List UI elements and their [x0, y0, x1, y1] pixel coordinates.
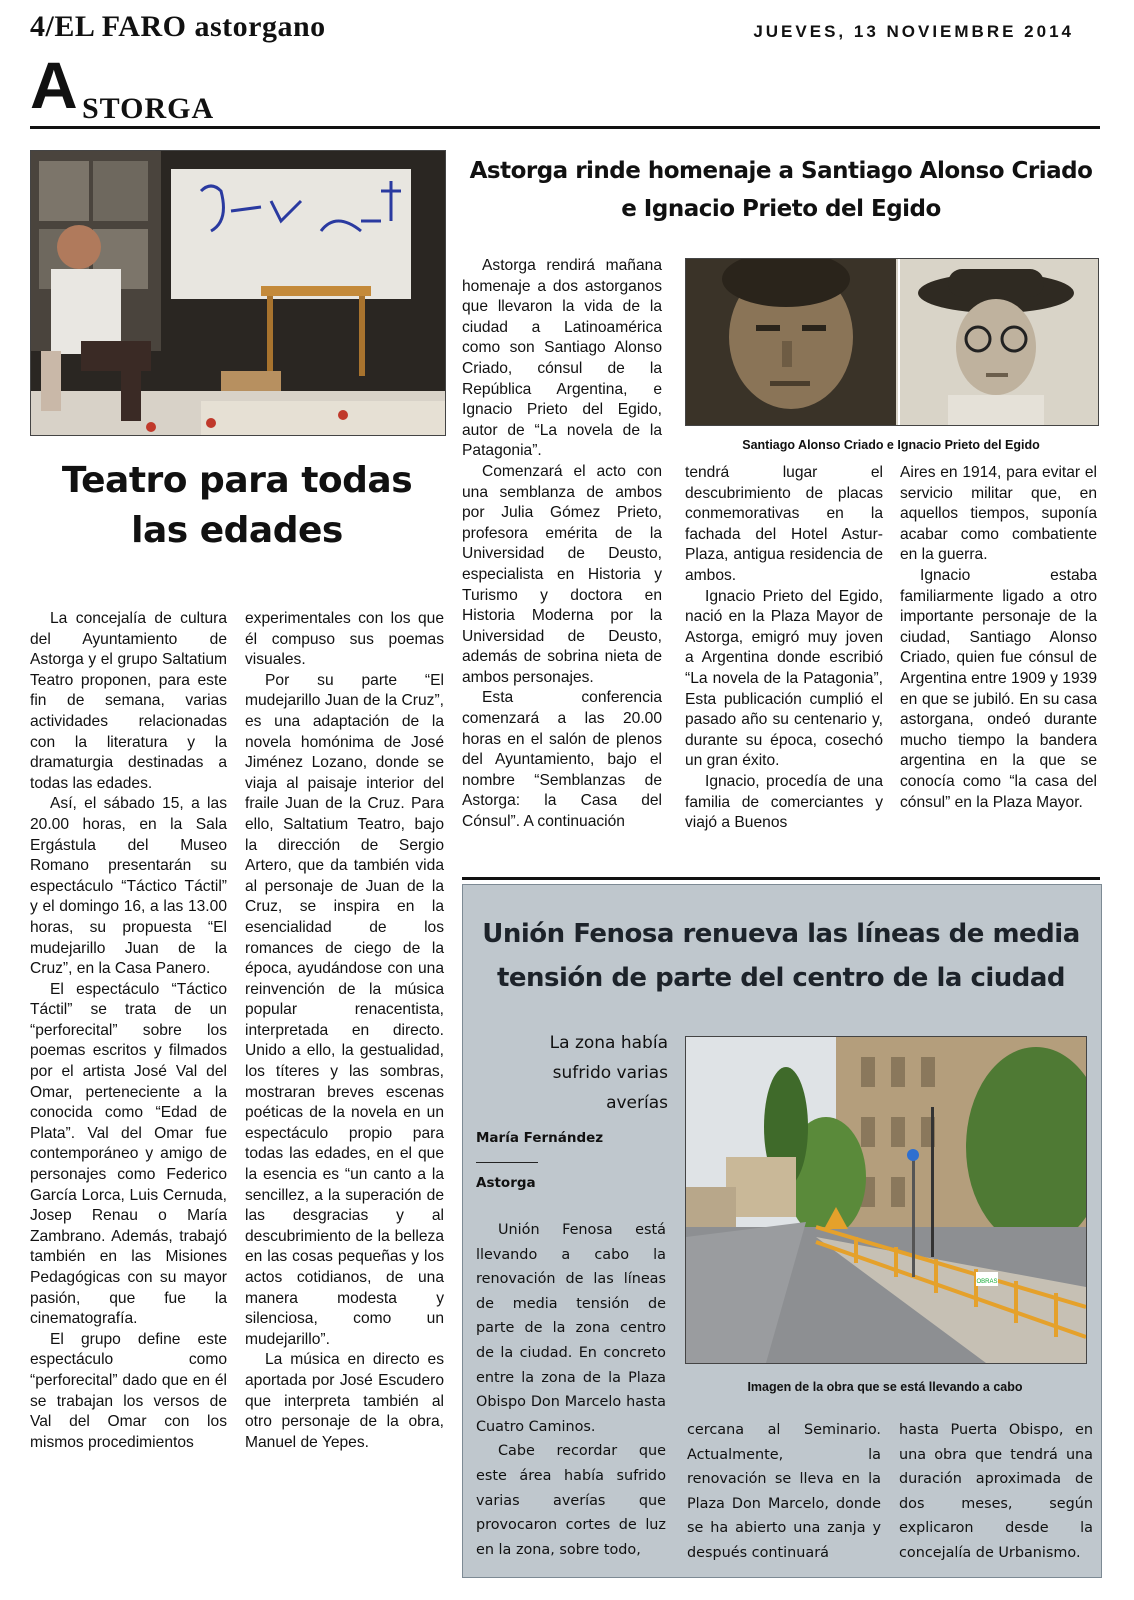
- teatro-column-2: [245, 609, 444, 1453]
- paragraph: cercana al Seminario. Actualmente, la renovación se lleva en la Plaza Don Marcelo, donde se ha abierto una zanja y después continuará: [687, 1422, 881, 1561]
- section-name: STORGA: [82, 92, 215, 125]
- paragraph: Cabe recordar que este área había sufrido varias averías que provocaron cortes de luz en la zona, sobre todo,: [476, 1443, 666, 1558]
- fenosa-subtitle-line2: sufrido varias: [552, 1063, 668, 1083]
- teatro-headline-line1: Teatro para todas: [61, 460, 413, 501]
- teatro-column-1: [30, 609, 227, 1453]
- teatro-headline-line2: las edades: [131, 510, 343, 551]
- paragraph: hasta Puerta Obispo, en una obra que tendrá una duración aproximada de dos meses, según explicaron desde la concejalía de Urbanismo.: [899, 1422, 1093, 1561]
- paragraph: Astorga rendirá mañana homenaje a dos astorganos que llevaron la vida de la ciudad a Latinoamérica como son Santiago Alonso Criado, cónsul de la República Argentina, e Ignacio Prieto del Egido, autor de “La novela de la Patagonia”.: [462, 257, 662, 460]
- paragraph: Ignacio Prieto del Egido, nació en la Plaza Mayor de Astorga, emigró muy joven a Argentina donde escribió “La novela de la Patagonia”, Esta publicación cumplió el pasado año su centenario y, durante su época, cosechó un gran éxito.: [685, 587, 883, 770]
- paragraph: El espectáculo “Táctico Táctil” se trata de un “perforecital” sobre los poemas escritos y filmados por el artista José Val del Omar, perteneciente a la conocida como “Edad de Plata”. Val del Omar fue contemporáneo y amigo de personajes como Federico García Lorca, Luis Cernuda, Josep Renau o María Zambrano. Además, trabajó también en las Misiones Pedagógicas con su mayor pasión, que fue la cinematografía.: [30, 980, 227, 1328]
- paragraph: tendrá lugar el descubrimiento de placas conmemorativas en la fachada del Hotel Astur-Plaza, antigua residencia de ambos.: [685, 464, 883, 584]
- portraits-photo: [685, 258, 1099, 426]
- paragraph: Por su parte “El mudejarillo Juan de la Cruz”, es una adaptación de la novela homónima de José Jiménez Lozano, donde se viaja al paisaje interior del fraile Juan de la Cruz. Para ello, Saltatium Teatro, bajo la dirección de Sergio Artero, que da también vida al personaje de Juan de la Cruz, se inspira en la esencialidad de los romances de ciego de la época, ayudándose con una reinvención de la música popular renacentista, interpretada en directo. Unido a ello, la gestualidad, los títeres y las sombras, mostraran breves escenas poéticas de la novela en un espectáculo propio para todas las edades, en el que la esencia es “un canto a la sencillez, a la superación de las desgracias y al descubrimiento de la belleza en las cosas pequeñas y los actos cotidianos, de una manera modesta y silenciosa, como un mudejarillo”.: [245, 671, 444, 1348]
- barrier-sign-text: OBRAS: [976, 1279, 998, 1285]
- homenaje-column-1: [462, 256, 662, 833]
- issue-date: JUEVES, 13 NOVIEMBRE 2014: [753, 22, 1074, 41]
- fenosa-subtitle-line1: La zona había: [549, 1033, 668, 1053]
- theater-photo: [30, 150, 446, 436]
- byline-author: María Fernández: [476, 1130, 604, 1146]
- fenosa-column-1: [476, 1218, 666, 1562]
- homenaje-column-2: [685, 463, 883, 834]
- paragraph: Unión Fenosa está llevando a cabo la renovación de las líneas de media tensión de parte de la zona centro de la ciudad. En concreto entre la zona de la Plaza Obispo Don Marcelo hasta Cuatro Caminos.: [476, 1222, 666, 1435]
- section-initial: A: [30, 48, 78, 122]
- theater-photo-image: [31, 151, 445, 435]
- paper-name: EL FARO astorgano: [54, 10, 326, 43]
- paragraph: La música en directo es aportada por José Escudero que interpreta también al otro personaje de la obra, Manuel de Yepes.: [245, 1351, 444, 1451]
- paragraph: La concejalía de cultura del Ayuntamiento de Astorga y el grupo Saltatium Teatro proponen, para este fin de semana, varias actividades relacionadas con la literatura y la dramaturgia destinadas a todas las edades.: [30, 610, 227, 792]
- fenosa-subtitle: [480, 1028, 668, 1118]
- fenosa-headline-line1: Unión Fenosa renueva las líneas de media: [482, 919, 1080, 949]
- byline-rule: [476, 1162, 538, 1163]
- section-divider: [462, 877, 1100, 880]
- paragraph: Ignacio estaba familiarmente ligado a otro importante personaje de la ciudad, Santiago Alonso Criado, quien fue cónsul de Argentina entre 1909 y 1939 en que se jubiló. En su casa astorgana, ondeó durante mucho tiempo la bandera argentina en la que se conocía como “la casa del cónsul” en la Plaza Mayor.: [900, 566, 1097, 811]
- portraits-caption: Santiago Alonso Criado e Ignacio Prieto del Egido: [742, 438, 1040, 452]
- masthead-title: [30, 10, 326, 44]
- paragraph: El grupo define este espectáculo como “perforecital” dado que en él se trabajan los versos de Val del Omar con los mismos procedimientos: [30, 1330, 227, 1451]
- fenosa-subtitle-line3: averías: [606, 1093, 668, 1113]
- fenosa-headline-line2: tensión de parte del centro de la ciudad: [496, 963, 1066, 993]
- street-photo-caption: Imagen de la obra que se está llevando a cabo: [747, 1380, 1023, 1394]
- street-works-photo-image: [686, 1037, 1086, 1363]
- fenosa-column-3: [899, 1418, 1093, 1566]
- byline-location: Astorga: [476, 1175, 536, 1191]
- portraits-photo-image: [686, 259, 1098, 425]
- street-works-photo: [685, 1036, 1087, 1364]
- homenaje-headline: [462, 152, 1100, 228]
- paragraph: Así, el sábado 15, a las 20.00 horas, en la Sala Ergástula del Museo Romano presentarán su espectáculo “Táctico Táctil” y el domingo 16, a las 13.00 horas, su propuesta “El mudejarillo Juan de la Cruz”, en la Casa Panero.: [30, 795, 227, 978]
- paragraph: Aires en 1914, para evitar el servicio militar que, en aquellos tiempos, suponía acabar como combatiente en la guerra.: [900, 464, 1097, 564]
- homenaje-column-3: [900, 463, 1097, 813]
- homenaje-headline-line2: e Ignacio Prieto del Egido: [621, 196, 941, 222]
- fenosa-headline: [462, 912, 1100, 1000]
- paragraph: Comenzará el acto con una semblanza de ambos por Julia Gómez Prieto, profesora emérita de la Universidad de Deusto, especialista en Historia y Turismo y doctora en Historia Moderna por la Universidad de Deusto, además de sobrina nieta de ambos personajes.: [462, 462, 662, 686]
- page-number: 4/: [30, 10, 55, 43]
- paragraph: experimentales con los que él compuso sus poemas visuales.: [245, 610, 444, 669]
- fenosa-column-2: [687, 1418, 881, 1566]
- paragraph: Esta conferencia comenzará a las 20.00 horas en el salón de plenos del Ayuntamiento, bajo el nombre “Semblanzas de Astorga: la Casa del Cónsul”. A continuación: [462, 689, 662, 831]
- header-rule: [30, 126, 1100, 129]
- homenaje-headline-line1: Astorga rinde homenaje a Santiago Alonso Criado: [469, 158, 1093, 184]
- teatro-headline: [30, 456, 444, 556]
- byline: [476, 1130, 666, 1191]
- paragraph: Ignacio, procedía de una familia de comerciantes y viajó a Buenos: [685, 772, 883, 832]
